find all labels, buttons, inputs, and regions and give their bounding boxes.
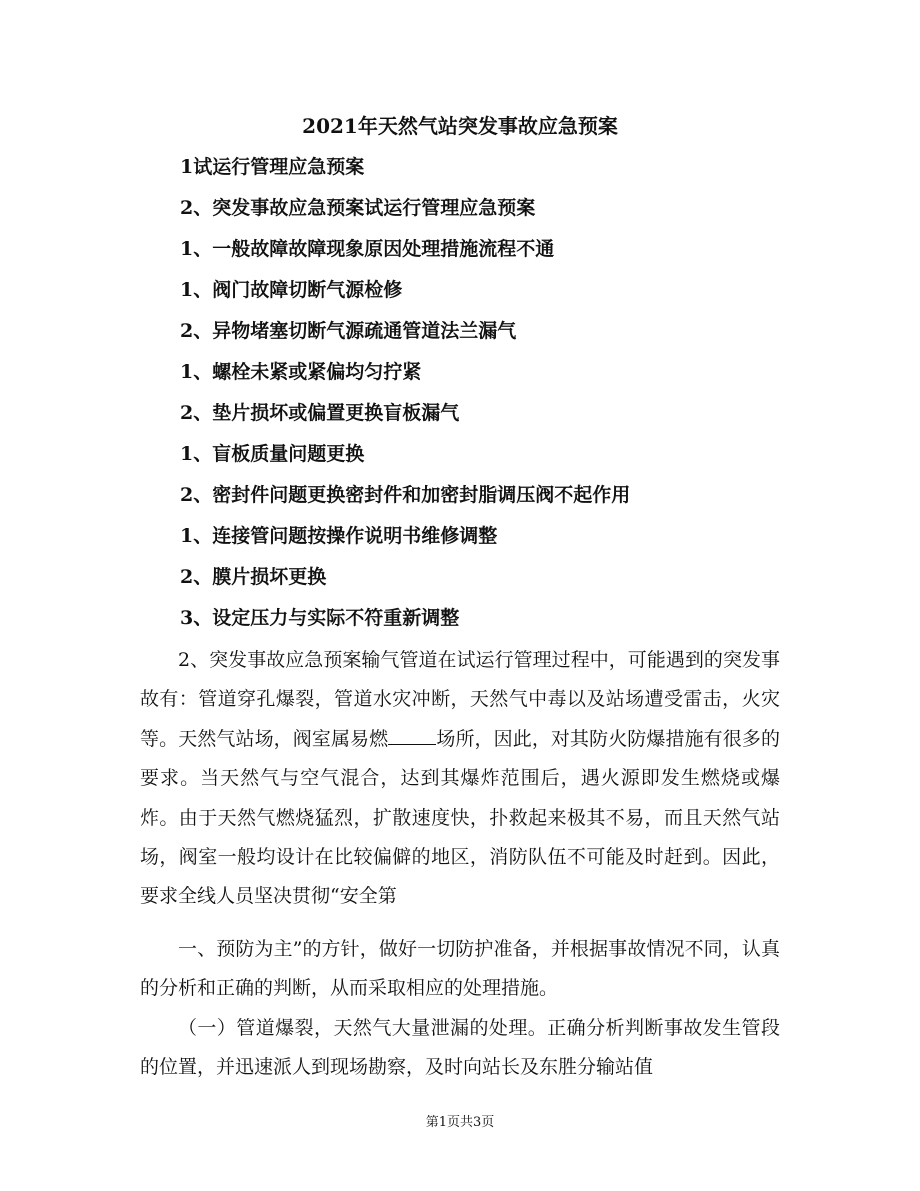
heading-item: 2、异物堵塞切断气源疏通管道法兰漏气 xyxy=(180,320,517,342)
paragraph-text: 场所，因此，对其防火防爆措施有很多的要求。当天然气与空气混合，达到其爆炸范围后，遇火源即发生燃烧或爆炸。由于天然气燃烧猛烈，扩散速度快，扑救起来极其不易，而且天然气站场，阀室一般均设计在比较偏僻的地区，消防队伍不可能及时赶到。因此，要求全线人员坚决贯彻“安全第 xyxy=(140,727,780,908)
heading-item: 1试运行管理应急预案 xyxy=(180,156,365,178)
heading-item: 1、螺栓未紧或紧偏均匀拧紧 xyxy=(180,361,422,383)
heading-item: 2、垫片损坏或偏置更换盲板漏气 xyxy=(180,402,460,424)
heading-item: 2、膜片损坏更换 xyxy=(180,566,327,588)
heading-list xyxy=(180,152,800,644)
heading-item: 1、盲板质量问题更换 xyxy=(180,443,365,465)
heading-item: 1、阀门故障切断气源检修 xyxy=(180,279,403,301)
body-paragraph-emergency-overview xyxy=(140,641,780,917)
body-paragraph-pipeline-burst: （一）管道爆裂，天然气大量泄漏的处理。正确分析判断事故发生管段的位置，并迅速派人到现场勘察，及时向站长及东胜分输站值 xyxy=(140,1017,780,1079)
page-title: 2021年天然气站突发事故应急预案 xyxy=(302,114,618,138)
body-paragraph-policy: 一、预防为主”的方针，做好一切防护准备，并根据事故情况不同，认真的分析和正确的判断，从而采取相应的处理措施。 xyxy=(140,938,780,1000)
heading-item: 1、连接管问题按操作说明书维修调整 xyxy=(180,525,498,547)
heading-item: 2、突发事故应急预案试运行管理应急预案 xyxy=(180,197,536,219)
fill-in-blank xyxy=(388,726,436,745)
heading-item: 2、密封件问题更换密封件和加密封脂调压阀不起作用 xyxy=(180,484,631,506)
page-footer: 第1页共3页 xyxy=(425,1115,495,1130)
heading-item: 1、一般故障故障现象原因处理措施流程不通 xyxy=(180,238,555,260)
paragraph-text: 2、突发事故应急预案输气管道在试运行管理过程中，可能遇到的突发事故有：管道穿孔爆裂，管道水灾冲断，天然气中毒以及站场遭受雷击，火灾等。天然气站场，阀室属易燃 xyxy=(140,649,780,750)
heading-item: 3、设定压力与实际不符重新调整 xyxy=(180,607,460,629)
